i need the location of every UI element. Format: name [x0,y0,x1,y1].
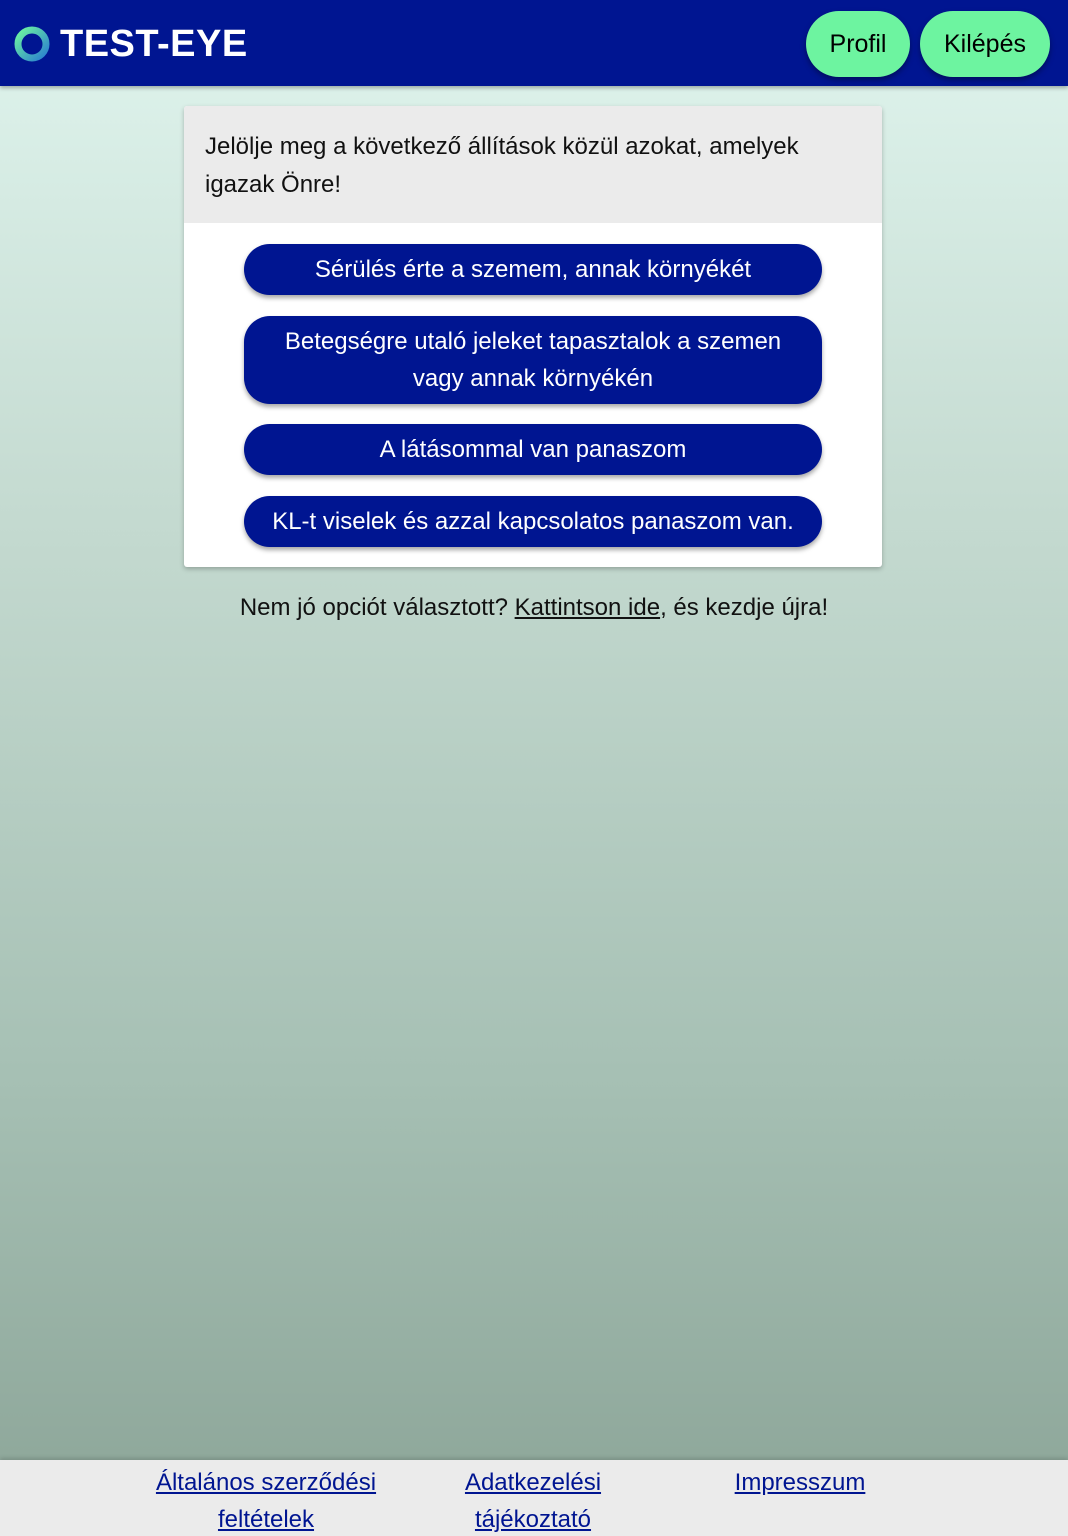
brand-name: TEST-EYE [60,23,248,65]
restart-line [0,590,1068,626]
question-card [184,106,882,567]
restart-link[interactable]: Kattintson ide [514,594,661,621]
logout-button[interactable]: Kilépés [920,11,1050,77]
restart-text-after: , és kezdje újra! [660,594,829,621]
terms-link[interactable]: Általános szerződési feltételek [155,1469,377,1533]
option-contact-lens[interactable]: KL-t viselek és azzal kapcsolatos panaszom van. [244,496,822,547]
brand-logo[interactable] [14,24,248,64]
question-prompt: Jelölje meg a következő állítások közül azokat, amelyek igazak Önre! [184,106,882,223]
option-vision-complaint[interactable]: A látásommal van panaszom [244,424,822,475]
option-injury[interactable]: Sérülés érte a szemem, annak környékét [244,244,822,295]
imprint-link[interactable]: Impresszum [734,1469,866,1496]
profile-button[interactable]: Profil [806,11,910,77]
top-header [0,0,1068,86]
eye-ring-icon [14,26,50,62]
privacy-link[interactable]: Adatkezelési tájékoztató [464,1469,602,1533]
page-footer [0,1460,1068,1536]
restart-text-before: Nem jó opciót választott? [239,594,515,621]
option-disease-signs[interactable]: Betegségre utaló jeleket tapasztalok a szemen vagy annak környékén [244,316,822,404]
